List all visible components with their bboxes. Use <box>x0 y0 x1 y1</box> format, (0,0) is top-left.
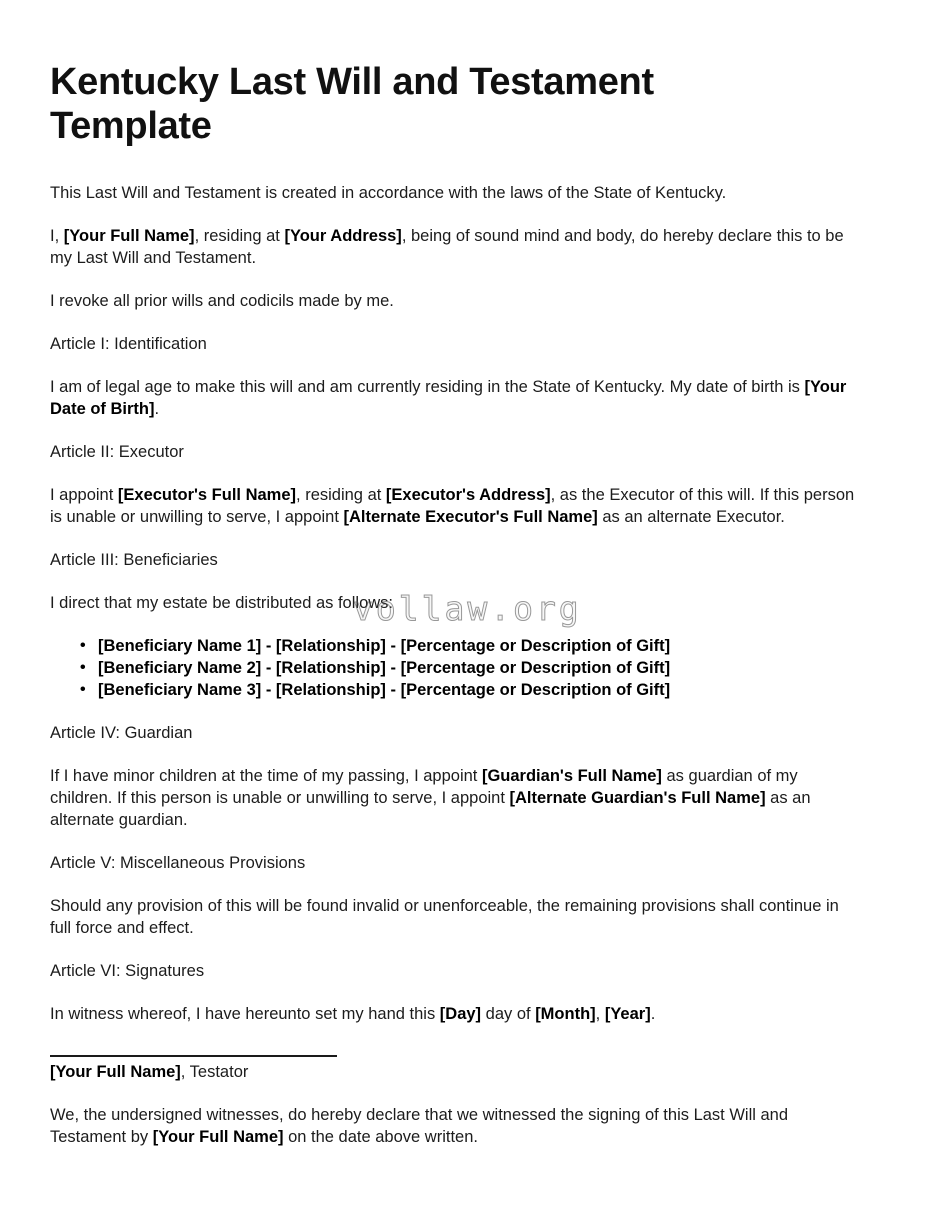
article-4-part3: as an alternate guardian. <box>50 789 811 829</box>
article-1-part2: . <box>154 400 160 418</box>
article-6-heading-text: Article VI: Signatures <box>50 962 205 980</box>
article-3-heading-text: Article III: Beneficiaries <box>50 551 218 569</box>
placeholder-witness-testator-name: [Your Full Name] <box>152 1128 284 1146</box>
placeholder-year: [Year] <box>604 1005 651 1023</box>
article-4-heading <box>50 722 862 744</box>
article-4-heading-text: Article IV: Guardian <box>50 724 193 742</box>
list-item <box>98 679 863 701</box>
declaration-part3: , being of sound mind and body, do hereby declare this to be my Last Will and Testament. <box>50 227 844 267</box>
placeholder-month: [Month] <box>535 1005 596 1023</box>
beneficiary-relationship: [Relationship] <box>275 681 386 699</box>
beneficiary-gift: [Percentage or Description of Gift] <box>400 637 671 655</box>
article-2-part1: I appoint <box>50 486 118 504</box>
article-4-part1: If I have minor children at the time of my passing, I appoint <box>50 767 482 785</box>
placeholder-alternate-guardian-full-name: [Alternate Guardian's Full Name] <box>509 789 766 807</box>
beneficiary-separator: - <box>385 681 401 699</box>
intro-paragraph <box>50 182 862 204</box>
beneficiary-separator: - <box>261 659 276 677</box>
placeholder-guardian-full-name: [Guardian's Full Name] <box>481 767 662 785</box>
signature-caption <box>50 1061 863 1083</box>
article-6-part4: . <box>650 1005 656 1023</box>
article-5-heading <box>50 852 862 874</box>
signature-line <box>50 1055 337 1057</box>
article-2-part3: , as the Executor of this will. If this person is unable or unwilling to serve, I appoint <box>50 486 855 526</box>
article-3-intro <box>50 592 862 614</box>
article-2-paragraph <box>50 484 862 528</box>
article-6-part2: day of <box>481 1005 536 1023</box>
revocation-text: I revoke all prior wills and codicils made by me. <box>50 292 394 310</box>
beneficiary-separator: - <box>261 681 276 699</box>
placeholder-signature-name: [Your Full Name] <box>50 1063 181 1081</box>
article-2-heading <box>50 441 862 463</box>
intro-text: This Last Will and Testament is created in accordance with the laws of the State of Kentucky. <box>50 184 727 202</box>
placeholder-your-full-name: [Your Full Name] <box>63 227 195 245</box>
list-item <box>98 635 863 657</box>
beneficiary-separator: - <box>261 637 276 655</box>
article-6-part1: In witness whereof, I have hereunto set my hand this <box>50 1005 440 1023</box>
placeholder-date-of-birth: [Your Date of Birth] <box>50 378 847 418</box>
article-5-text: Should any provision of this will be found invalid or unenforceable, the remaining provisions shall continue in full force and effect. <box>50 897 839 937</box>
placeholder-day: [Day] <box>439 1005 482 1023</box>
beneficiary-gift: [Percentage or Description of Gift] <box>400 681 671 699</box>
declaration-part1: I, <box>50 227 64 245</box>
article-5-paragraph <box>50 895 862 939</box>
article-2-part2: , residing at <box>296 486 386 504</box>
watermark: vollaw.org <box>353 589 582 628</box>
beneficiary-gift: [Percentage or Description of Gift] <box>400 659 671 677</box>
beneficiary-relationship: [Relationship] <box>275 659 386 677</box>
article-2-part4: as an alternate Executor. <box>597 508 785 526</box>
list-item <box>98 657 863 679</box>
revocation-paragraph <box>50 290 862 312</box>
placeholder-executor-address: [Executor's Address] <box>385 486 551 504</box>
declaration-paragraph <box>50 225 862 269</box>
article-2-heading-text: Article II: Executor <box>50 443 184 461</box>
witness-paragraph <box>50 1104 862 1148</box>
article-1-heading-text: Article I: Identification <box>50 335 207 353</box>
witness-part1: We, the undersigned witnesses, do hereby declare that we witnessed the signing of this Last Will and Testament by <box>50 1106 789 1146</box>
article-1-paragraph <box>50 376 862 420</box>
beneficiary-relationship: [Relationship] <box>275 637 386 655</box>
beneficiary-list <box>50 635 863 701</box>
placeholder-your-address: [Your Address] <box>284 227 402 245</box>
beneficiary-separator: - <box>385 637 401 655</box>
article-4-part2: as guardian of my children. If this person is unable or unwilling to serve, I appoint <box>50 767 798 807</box>
signature-block <box>50 1055 863 1083</box>
declaration-part2: , residing at <box>194 227 285 245</box>
placeholder-alternate-executor-full-name: [Alternate Executor's Full Name] <box>343 508 598 526</box>
article-3-heading <box>50 549 862 571</box>
witness-part2: on the date above written. <box>283 1128 478 1146</box>
beneficiary-separator: - <box>385 659 401 677</box>
article-6-heading <box>50 960 862 982</box>
beneficiary-name: [Beneficiary Name 1] <box>98 637 262 655</box>
signature-role: , Testator <box>180 1063 249 1081</box>
article-6-paragraph <box>50 1003 862 1025</box>
article-6-part3: , <box>595 1005 605 1023</box>
page-title: Kentucky Last Will and Testament Template <box>50 61 654 147</box>
article-4-paragraph <box>50 765 862 831</box>
placeholder-executor-full-name: [Executor's Full Name] <box>117 486 297 504</box>
article-1-heading <box>50 333 862 355</box>
beneficiary-name: [Beneficiary Name 2] <box>98 659 262 677</box>
article-3-intro-text: I direct that my estate be distributed as follows: <box>50 594 393 612</box>
beneficiary-name: [Beneficiary Name 3] <box>98 681 262 699</box>
article-5-heading-text: Article V: Miscellaneous Provisions <box>50 854 306 872</box>
article-1-part1: I am of legal age to make this will and am currently residing in the State of Kentucky. My date of birth is <box>50 378 805 396</box>
